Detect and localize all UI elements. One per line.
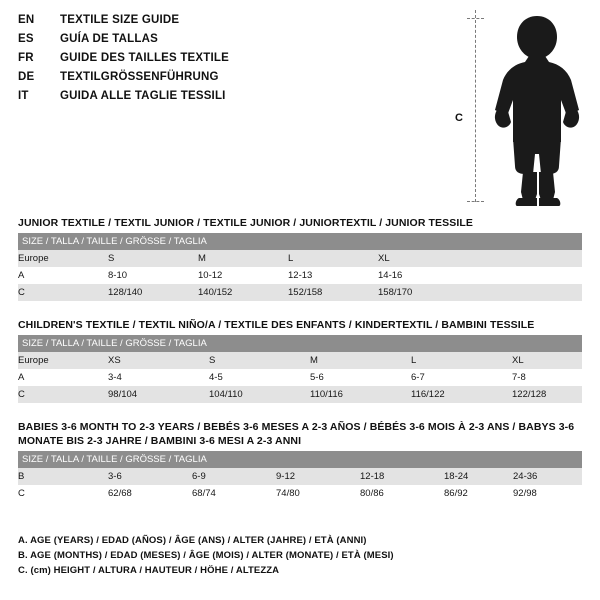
cell: 7-8 [512, 369, 582, 386]
section-junior-title: JUNIOR TEXTILE / TEXTIL JUNIOR / TEXTILE JUNIOR / JUNIORTEXTIL / JUNIOR TESSILE [18, 217, 473, 229]
language-title-it: GUIDA ALLE TAGLIE TESSILI [60, 90, 226, 102]
footnote-b: B. AGE (MONTHS) / EDAD (MESES) / ÂGE (MOIS) / ALTER (MONATE) / ETÀ (MESI) [18, 550, 394, 561]
cell: M [198, 250, 288, 267]
babies-size-table [18, 451, 582, 502]
cell: 98/104 [108, 386, 209, 403]
cell: 9-12 [276, 468, 360, 485]
cell: 4-5 [209, 369, 310, 386]
cell: 92/98 [513, 485, 582, 502]
table-row [18, 369, 582, 386]
table-header-row [18, 451, 582, 468]
language-title-en: TEXTILE SIZE GUIDE [60, 14, 180, 26]
cell: 104/110 [209, 386, 310, 403]
language-row-fr [18, 52, 438, 71]
cell-empty [468, 284, 582, 301]
measure-guide-line [475, 10, 476, 202]
cell: 128/140 [108, 284, 198, 301]
junior-header-label: SIZE / TALLA / TAILLE / GRÖSSE / TAGLIA [18, 233, 582, 250]
language-row-de [18, 71, 438, 90]
row-label: A [18, 267, 108, 284]
table-header-row [18, 233, 582, 250]
cell: 12-18 [360, 468, 444, 485]
row-label: C [18, 386, 108, 403]
cell: 10-12 [198, 267, 288, 284]
cell: 5-6 [310, 369, 411, 386]
cell: L [288, 250, 378, 267]
footnotes-block [18, 533, 578, 578]
cell: 68/74 [192, 485, 276, 502]
measure-tick-bottom [467, 201, 484, 202]
junior-size-table [18, 233, 582, 301]
row-label: A [18, 369, 108, 386]
measure-label-c: C [455, 112, 463, 124]
height-measure-figure [455, 8, 585, 208]
cell: 14-16 [378, 267, 468, 284]
cell: XL [378, 250, 468, 267]
language-row-en [18, 14, 438, 33]
cell: S [209, 352, 310, 369]
cell: 86/92 [444, 485, 513, 502]
section-children-title: CHILDREN'S TEXTILE / TEXTIL NIÑO/A / TEXTILE DES ENFANTS / KINDERTEXTIL / BAMBINI TESSILE [18, 319, 535, 331]
cell: 122/128 [512, 386, 582, 403]
cell: 62/68 [108, 485, 192, 502]
cell: S [108, 250, 198, 267]
language-code-en: EN [18, 14, 35, 26]
language-title-fr: GUIDE DES TAILLES TEXTILE [60, 52, 229, 64]
section-babies [18, 420, 582, 502]
cell: 3-4 [108, 369, 209, 386]
cell: 158/170 [378, 284, 468, 301]
cell: M [310, 352, 411, 369]
language-code-es: ES [18, 33, 34, 45]
language-row-es [18, 33, 438, 52]
children-size-table [18, 335, 582, 403]
cell: 116/122 [411, 386, 512, 403]
table-row [18, 386, 582, 403]
language-code-it: IT [18, 90, 29, 102]
cell-empty [468, 250, 582, 267]
measure-tick-top [467, 18, 484, 19]
footnote-a: A. AGE (YEARS) / EDAD (AÑOS) / ÂGE (ANS) / ALTER (JAHRE) / ETÀ (ANNI) [18, 535, 367, 546]
cell: XL [512, 352, 582, 369]
table-row [18, 468, 582, 485]
section-children [18, 318, 582, 403]
table-row [18, 284, 582, 301]
table-row [18, 267, 582, 284]
language-title-de: TEXTILGRÖSSENFÜHRUNG [60, 71, 219, 83]
row-label: Europe [18, 352, 108, 369]
language-title-es: GUÍA DE TALLAS [60, 33, 158, 45]
cell: 152/158 [288, 284, 378, 301]
cell: 12-13 [288, 267, 378, 284]
cell: 80/86 [360, 485, 444, 502]
language-code-de: DE [18, 71, 35, 83]
table-row [18, 485, 582, 502]
language-code-fr: FR [18, 52, 34, 64]
language-title-block [18, 14, 438, 109]
cell: 110/116 [310, 386, 411, 403]
row-label: Europe [18, 250, 108, 267]
cell: 3-6 [108, 468, 192, 485]
cell: 24-36 [513, 468, 582, 485]
row-label: C [18, 284, 108, 301]
table-row [18, 250, 582, 267]
footnote-c: C. (cm) HEIGHT / ALTURA / HAUTEUR / HÖHE / ALTEZZA [18, 565, 280, 576]
section-babies-title: BABIES 3-6 MONTH TO 2-3 YEARS / BEBÉS 3-6 MESES A 2-3 AÑOS / BÉBÉS 3-6 MOIS À 2-3 ANS / BABYS 3-6 MONATE BIS 2-3 JAHRE / BAMBINI 3-6 MESI A 2-3 ANNI [18, 421, 575, 447]
cell: XS [108, 352, 209, 369]
row-label: C [18, 485, 108, 502]
cell: 8-10 [108, 267, 198, 284]
cell-empty [468, 267, 582, 284]
row-label: B [18, 468, 108, 485]
cell: L [411, 352, 512, 369]
cell: 18-24 [444, 468, 513, 485]
cell: 74/80 [276, 485, 360, 502]
cell: 6-9 [192, 468, 276, 485]
language-row-it [18, 90, 438, 109]
section-junior [18, 216, 582, 301]
children-header-label: SIZE / TALLA / TAILLE / GRÖSSE / TAGLIA [18, 335, 582, 352]
babies-header-label: SIZE / TALLA / TAILLE / GRÖSSE / TAGLIA [18, 451, 582, 468]
table-row [18, 352, 582, 369]
child-silhouette-icon [489, 14, 585, 209]
cell: 6-7 [411, 369, 512, 386]
table-header-row [18, 335, 582, 352]
cell: 140/152 [198, 284, 288, 301]
